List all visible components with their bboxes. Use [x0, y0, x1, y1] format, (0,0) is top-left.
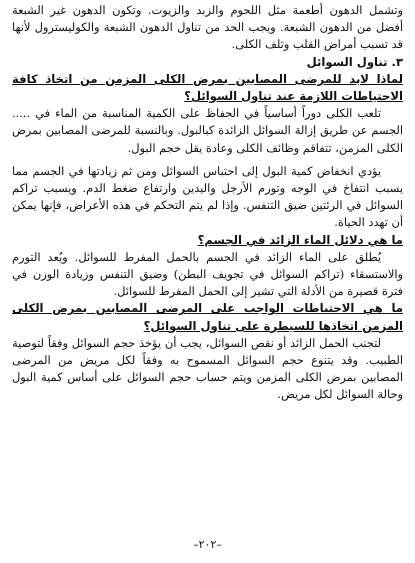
paragraph-fluid-overload: يُطلق على الماء الزائد في الجسم بالحمل المفرط للسوائل. ويُعد التورم والاستسقاء (تراكم السوائل في تجويف البطن) وضيق التنفس وزيادة الوزن في فترة قصيرة من الأدلة التي تشير إلى الحمل المفرط للسوائل.: [12, 249, 403, 299]
question-heading-control-precautions: ما هي الاحتياطات الواجب على المرضى المصابين بمرض الكلى المزمن اتخاذها للسيطرة على تناول السوائل؟: [12, 301, 403, 333]
page-number: –٢٠٢–: [193, 537, 222, 551]
question-heading-why-precautions: لماذا لابد للمرضى المصابين بمرض الكلى المزمن من اتخاذ كافة الاحتياطات اللازمة عند تناول السوائل؟: [12, 71, 403, 104]
document-page: [12, 2, 403, 563]
paragraph-fluid-retention: يؤدي انخفاض كمية البول إلى احتباس السوائل ومن ثم زيادتها في الجسم مما يسبب انتفاخ في الوجه وتورم الأرجل واليدين وارتفاع ضغط الدم. ويسبب تراكم السوائل في الرئتين ضيق التنفس. وإذا لم يتم التحكم في هذه الأعراض، فإنها يمكن أن تهدد الحياة.: [12, 163, 403, 230]
paragraph-fats: وتشمل الدهون أطعمة مثل اللحوم والزبد والزيوت. وتكون الدهون غير الشبعة أفضل من الدهون الشبعة. ويجب الحد من تناول الدهون الشبعة والكوليسترول لأنها قد تسبب أمراض القلب وتلف الكلى.: [12, 3, 403, 52]
question-heading-excess-water-signs: ما هي دلائل الماء الزائد في الجسم؟: [197, 232, 403, 247]
paragraph-kidney-role: تلعب الكلى دوراً أساسياً في الحفاظ على الكمية المناسبة من الماء في ..... الجسم عن طريق إزالة السوائل الزائدة كبالبول. وبالنسبة للمرضى المصابين بمرض الكلى المزمن، تتفاقم وظائف الكلى وعادة يقل حجم البول.: [12, 106, 403, 155]
paragraph-fluid-volume: لتجنب الحمل الزائد أو نقص السوائل، يجب أن يؤخذ حجم السوائل وفقاً لتوصية الطبيب. وقد يتنوع حجم السوائل المسموح به وفقاً لكل مريض من المرضى المصابين بمرض الكلى المزمن ويتم حساب حجم السوائل على أساس كمية البول وحالة السوائل لكل مريض.: [12, 335, 403, 402]
section-heading-fluids: ٣. تناول السوائل: [306, 54, 403, 69]
